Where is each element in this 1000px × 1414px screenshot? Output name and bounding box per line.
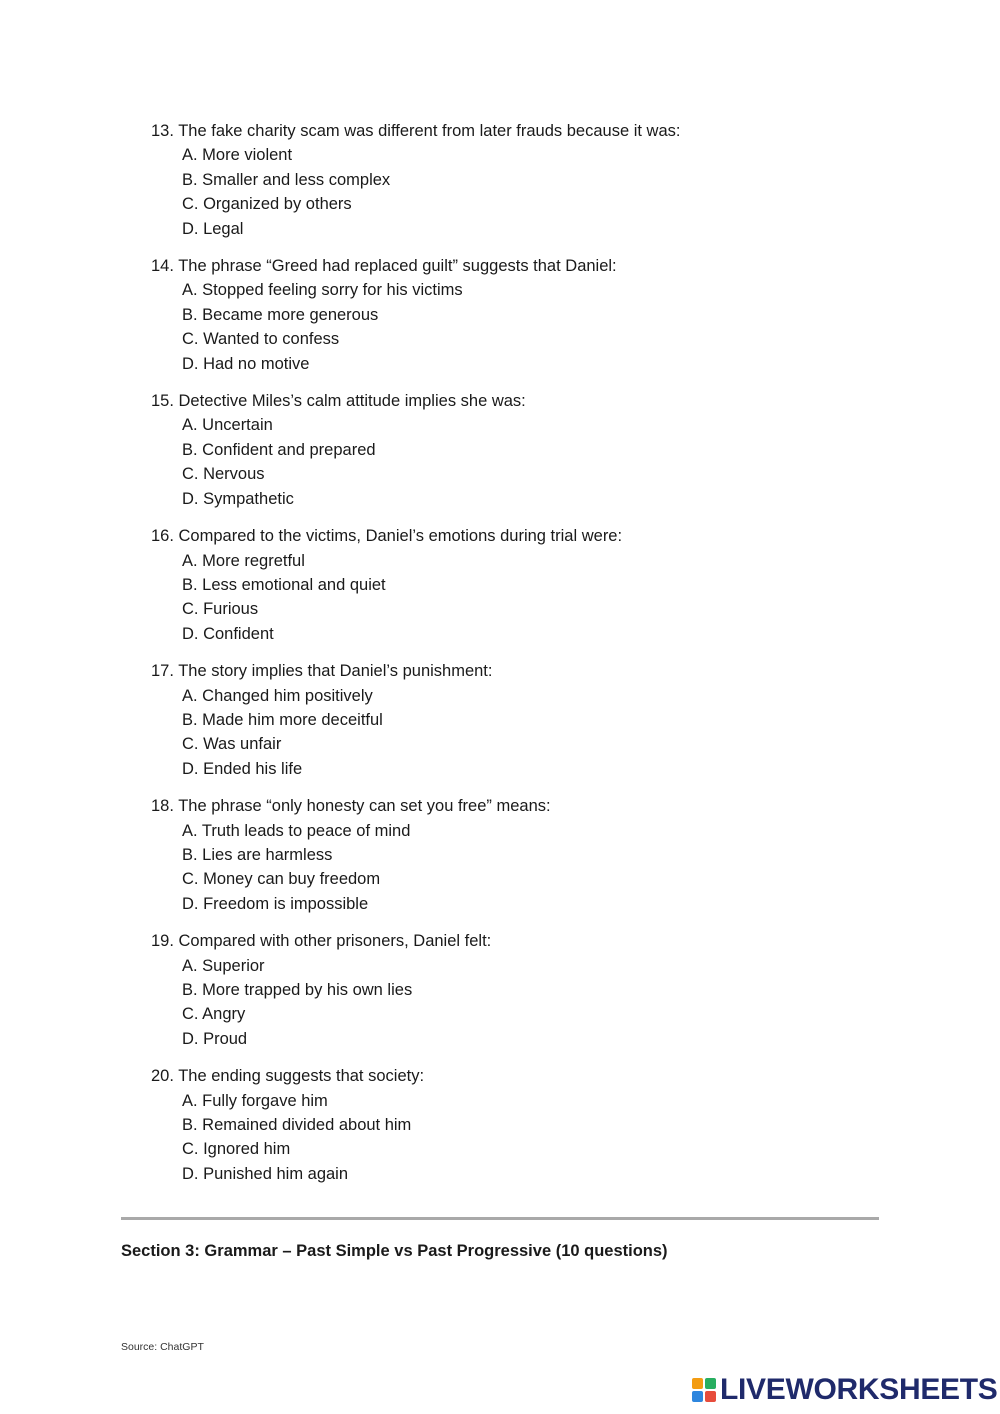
answer-option: A. Truth leads to peace of mind xyxy=(182,821,411,840)
question-14 xyxy=(151,254,911,376)
answer-options xyxy=(151,413,911,511)
answer-option: B. Became more generous xyxy=(182,305,379,324)
answer-option: D. Legal xyxy=(182,219,244,238)
answer-option: D. Freedom is impossible xyxy=(182,894,369,913)
logo-tile-1 xyxy=(692,1378,703,1389)
answer-option: C. Organized by others xyxy=(182,195,352,214)
question-stem: 16. Compared to the victims, Daniel’s emotions during trial were: xyxy=(151,527,623,546)
answer-option: C. Was unfair xyxy=(182,735,282,754)
answer-option: B. Made him more deceitful xyxy=(182,710,383,729)
answer-options xyxy=(151,143,911,241)
answer-option: C. Nervous xyxy=(182,465,265,484)
answer-options xyxy=(151,1089,911,1187)
answer-option: B. Lies are harmless xyxy=(182,845,333,864)
answer-option: D. Proud xyxy=(182,1029,248,1048)
answer-options xyxy=(151,549,911,647)
question-17 xyxy=(151,659,911,781)
answer-option: D. Punished him again xyxy=(182,1164,349,1183)
answer-option: D. Confident xyxy=(182,624,274,643)
question-20 xyxy=(151,1064,911,1186)
source-note: Source: ChatGPT xyxy=(121,1341,204,1353)
question-15 xyxy=(151,389,911,511)
question-stem: 13. The fake charity scam was different from later frauds because it was: xyxy=(151,122,681,140)
question-19 xyxy=(151,929,911,1051)
answer-option: B. Confident and prepared xyxy=(182,440,376,459)
logo-tile-2 xyxy=(705,1378,716,1389)
answer-option: A. Uncertain xyxy=(182,416,273,435)
answer-options xyxy=(151,954,911,1052)
answer-option: D. Had no motive xyxy=(182,354,310,373)
question-stem: 19. Compared with other prisoners, Daniel felt: xyxy=(151,932,492,951)
answer-option: A. Changed him positively xyxy=(182,686,373,705)
question-stem: 14. The phrase “Greed had replaced guilt” suggests that Daniel: xyxy=(151,257,617,276)
answer-options xyxy=(151,684,911,782)
answer-option: A. Superior xyxy=(182,956,265,975)
section-heading: Section 3: Grammar – Past Simple vs Past Progressive (10 questions) xyxy=(121,1242,668,1260)
logo-tile-4 xyxy=(705,1391,716,1402)
answer-option: C. Money can buy freedom xyxy=(182,870,381,889)
liveworksheets-brand[interactable] xyxy=(692,1372,998,1408)
answer-option: B. Less emotional and quiet xyxy=(182,575,386,594)
answer-option: C. Wanted to confess xyxy=(182,330,340,349)
answer-option: C. Ignored him xyxy=(182,1140,291,1159)
answer-option: C. Furious xyxy=(182,600,259,619)
answer-option: A. Stopped feeling sorry for his victims xyxy=(182,281,463,300)
answer-option: D. Sympathetic xyxy=(182,489,294,508)
answer-option: C. Angry xyxy=(182,1005,246,1024)
answer-options xyxy=(151,278,911,376)
liveworksheets-logo-icon xyxy=(692,1378,716,1402)
logo-tile-3 xyxy=(692,1391,703,1402)
question-stem: 18. The phrase “only honesty can set you free” means: xyxy=(151,797,551,816)
answer-option: B. More trapped by his own lies xyxy=(182,981,413,999)
answer-option: B. Remained divided about him xyxy=(182,1116,412,1135)
answer-options xyxy=(151,819,911,917)
question-16 xyxy=(151,524,911,646)
answer-option: A. More regretful xyxy=(182,551,305,570)
brand-name: LIVEWORKSHEETS xyxy=(720,1373,998,1406)
answer-option: D. Ended his life xyxy=(182,759,303,778)
question-stem: 15. Detective Miles’s calm attitude implies she was: xyxy=(151,392,526,411)
question-18 xyxy=(151,794,911,916)
question-stem: 17. The story implies that Daniel’s punishment: xyxy=(151,662,493,681)
answer-option: B. Smaller and less complex xyxy=(182,170,391,189)
section-divider xyxy=(121,1217,879,1220)
question-13 xyxy=(151,119,911,241)
answer-option: A. More violent xyxy=(182,146,293,165)
question-stem: 20. The ending suggests that society: xyxy=(151,1067,425,1086)
answer-option: A. Fully forgave him xyxy=(182,1091,328,1110)
question-list xyxy=(151,119,911,1199)
